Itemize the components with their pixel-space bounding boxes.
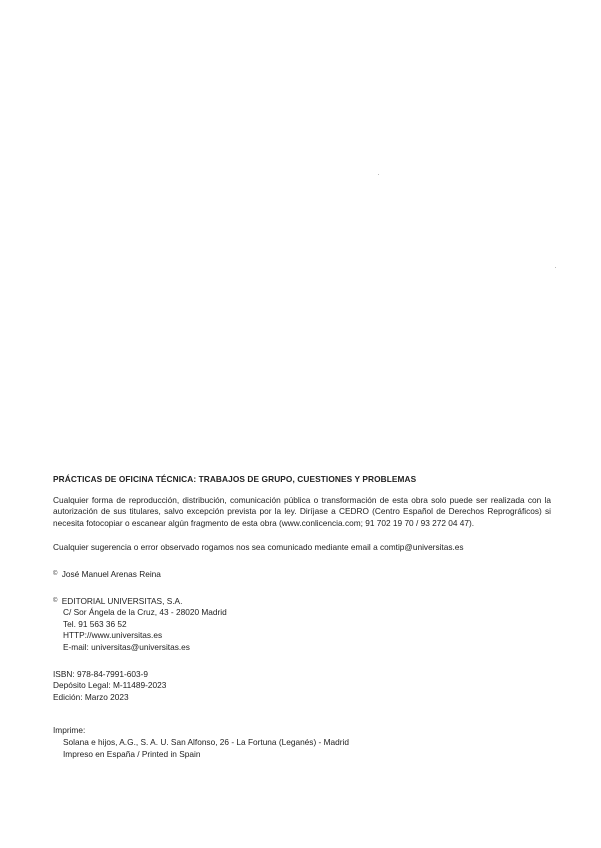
author-name: José Manuel Arenas Reina [61,568,161,579]
legal-deposit: Depósito Legal: M-11489-2023 [53,680,167,691]
rights-notice: Cualquier forma de reproducción, distribución, comunicación pública o transformación de esta obra solo puede ser realizada con la autorización de sus titulares, salvo excepción prevista por la ley. Diríjase a CEDRO (Centro Español de Derechos Reprográficos) si necesita fotocopiar o escanear algún fragmento de esta obra (www.conlicencia.com; 91 702 19 70 / 93 272 04 47). [53,494,551,528]
publisher-name-line [53,596,551,608]
edition: Edición: Marzo 2023 [53,691,129,702]
printer-name: Solana e hijos, A.G., S. A. U. San Alfonso, 26 - La Fortuna (Leganés) - Madrid [63,736,349,747]
publisher-phone: Tel. 91 563 36 52 [63,618,127,629]
imprint-block [53,474,551,760]
copyright-symbol: © [53,570,58,577]
printer-label: Imprime: [53,725,86,736]
author-line [53,569,551,581]
isbn: ISBN: 978-84-7991-603-9 [53,668,149,679]
publisher-email: E-mail: universitas@universitas.es [63,641,190,652]
publisher-address: C/ Sor Ángela de la Cruz, 43 - 28020 Madrid [63,607,227,618]
publisher-block [53,596,551,654]
book-title: PRÁCTICAS DE OFICINA TÉCNICA: TRABAJOS DE GRUPO, CUESTIONES Y PROBLEMAS [53,474,417,484]
publisher-name: EDITORIAL UNIVERSITAS, S.A. [61,595,183,606]
copyright-symbol: © [53,597,58,604]
printed-in: Impreso en España / Printed in Spain [63,748,201,759]
scan-speck [555,267,556,268]
scan-speck [378,174,379,175]
publication-details [53,669,551,704]
publisher-web: HTTP://www.universitas.es [63,630,163,641]
printer-block [53,725,551,760]
suggestion-notice: Cualquier sugerencia o error observado rogamos nos sea comunicado mediante email a comtip@universitas.es [53,542,464,553]
